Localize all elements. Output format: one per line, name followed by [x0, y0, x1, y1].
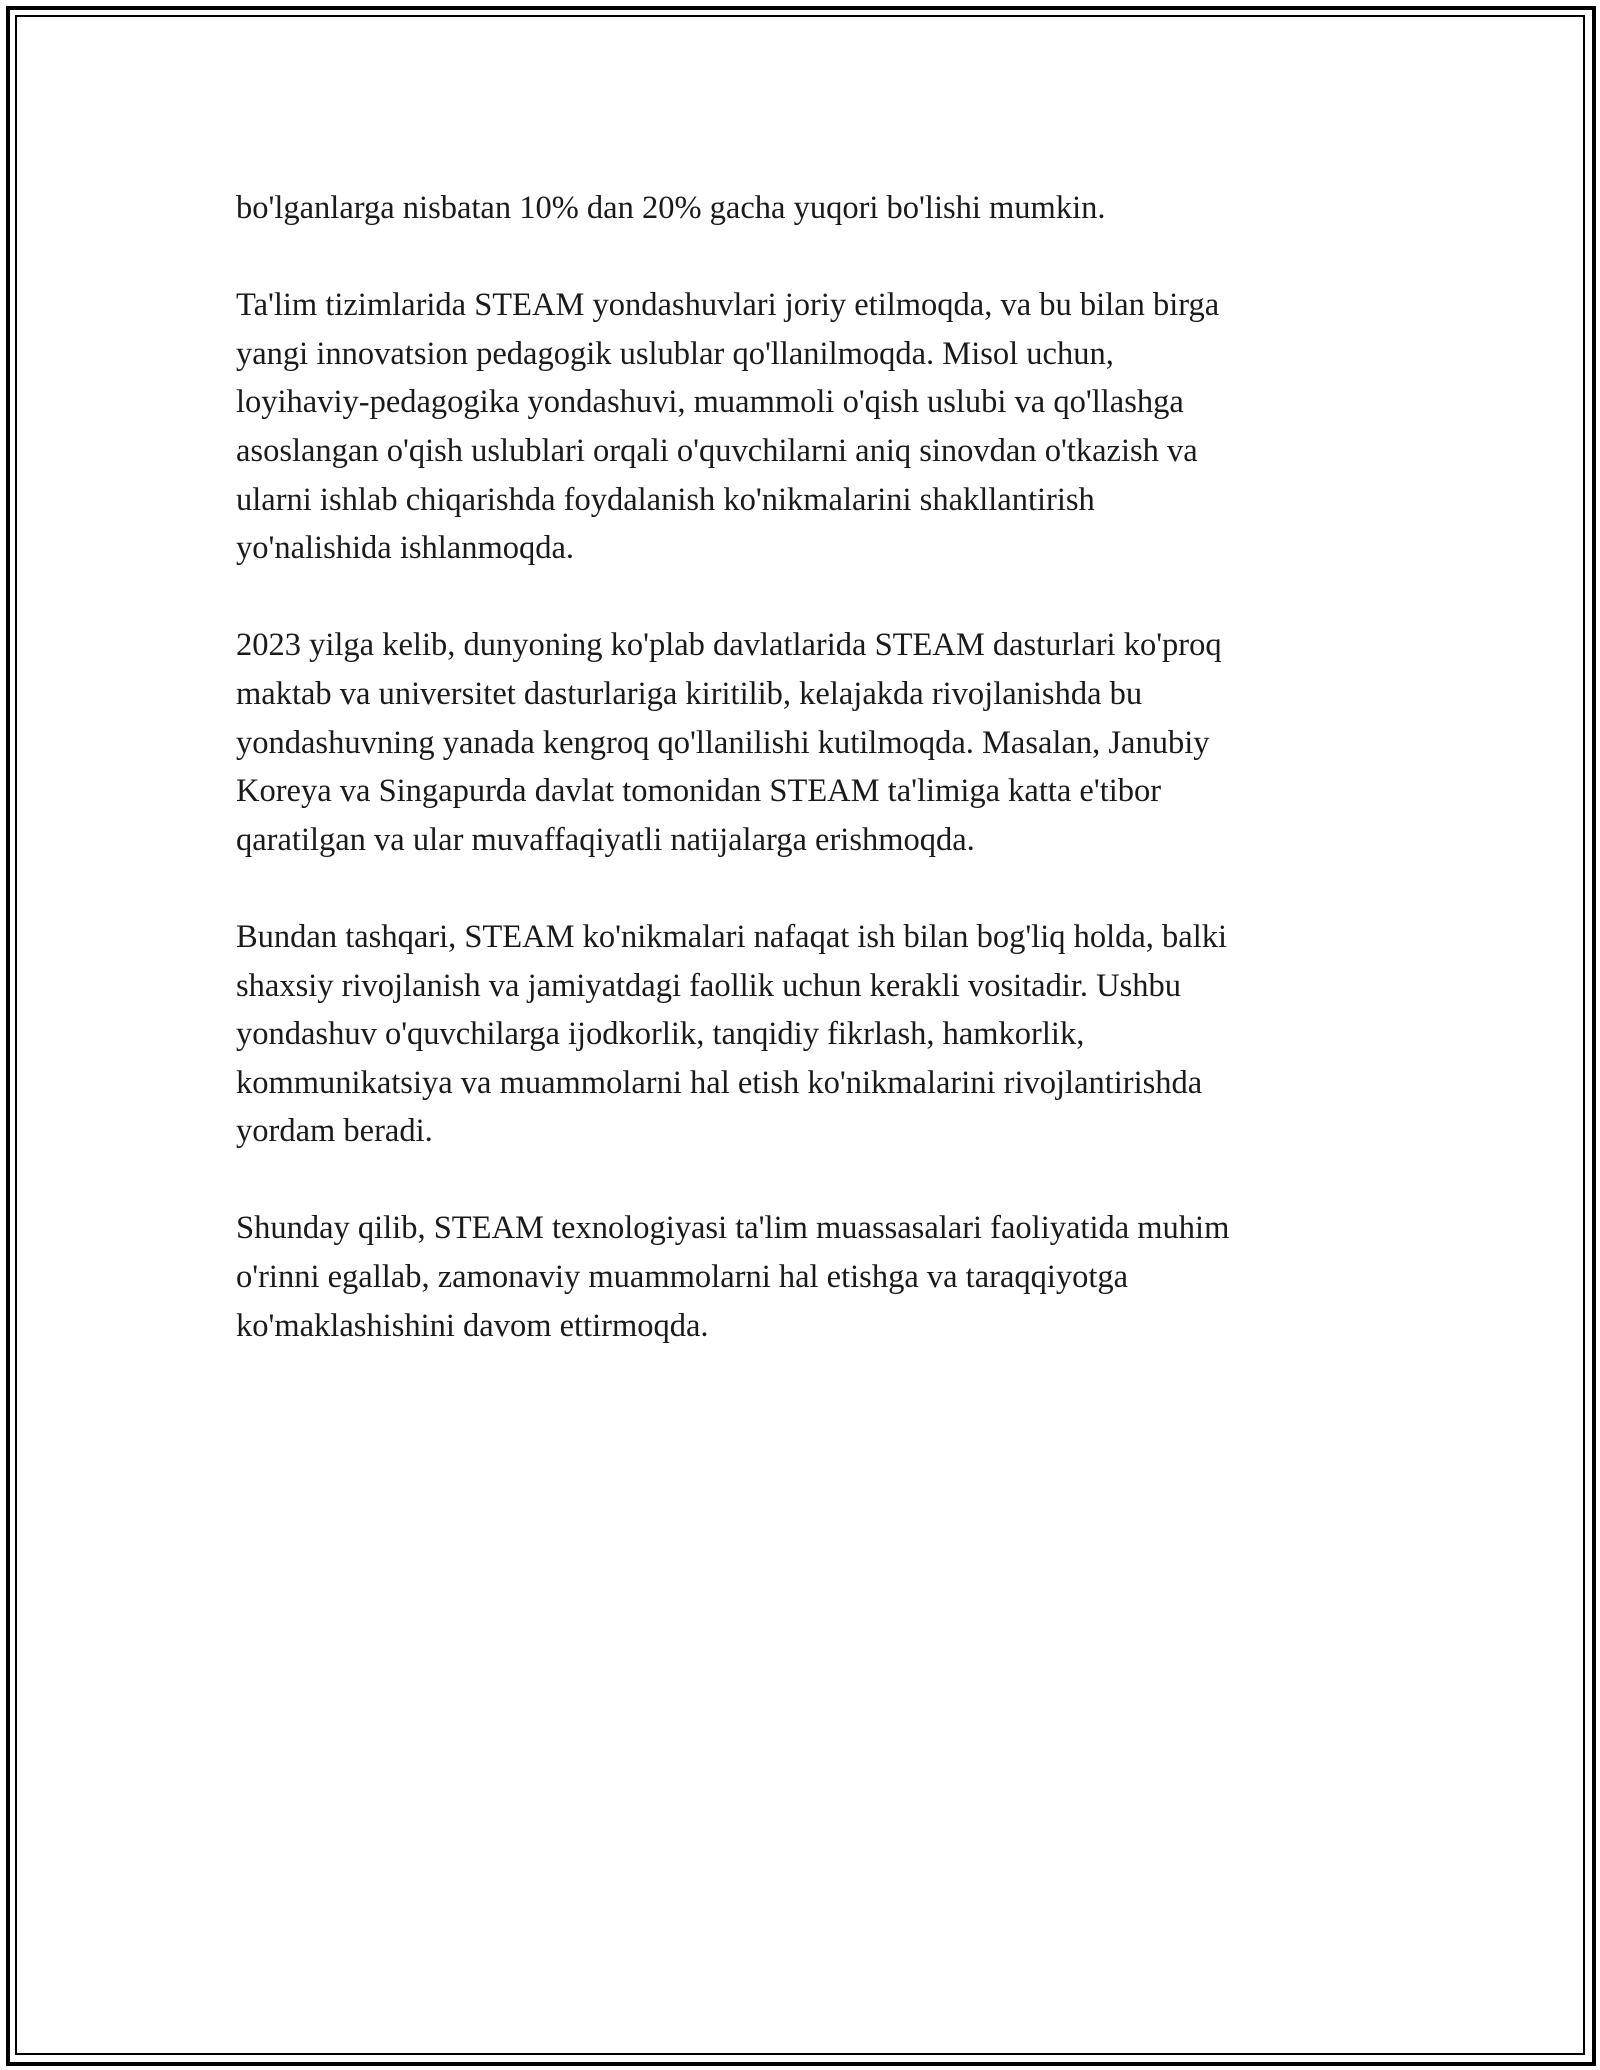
paragraph-1: [236, 184, 1376, 233]
text-line: o'rinni egallab, zamonaviy muammolarni hal etishga va taraqqiyotga: [236, 1259, 1129, 1296]
text-line: yo'nalishida ishlanmoqda.: [236, 530, 575, 567]
paragraph-3: [236, 621, 1376, 864]
text-line: asoslangan o'qish uslublari orqali o'quvchilarni aniq sinovdan o'tkazish va: [236, 432, 1198, 469]
text-line: bo'lganlarga nisbatan 10% dan 20% gacha yuqori bo'lishi mumkin.: [236, 190, 1106, 226]
text-line: yordam beradi.: [236, 1113, 433, 1150]
text-line: maktab va universitet dasturlariga kiritilib, kelajakda rivojlanishda bu: [236, 675, 1143, 712]
text-line: Koreya va Singapurda davlat tomonidan STEAM ta'limiga katta e'tibor: [236, 773, 1162, 810]
text-line: yondashuv o'quvchilarga ijodkorlik, tanqidiy fikrlash, hamkorlik,: [236, 1016, 1085, 1053]
text-line: 2023 yilga kelib, dunyoning ko'plab davlatlarida STEAM dasturlari ko'proq: [236, 627, 1222, 664]
document-body: [236, 184, 1376, 1399]
paragraph-2: [236, 281, 1376, 573]
paragraph-5: [236, 1204, 1376, 1350]
text-line: Ta'lim tizimlarida STEAM yondashuvlari joriy etilmoqda, va bu bilan birga: [236, 287, 1220, 324]
text-line: Bundan tashqari, STEAM ko'nikmalari nafaqat ish bilan bog'liq holda, balki: [236, 918, 1228, 955]
text-line: ko'maklashishini davom ettirmoqda.: [236, 1307, 709, 1344]
text-line: loyihaviy-pedagogika yondashuvi, muammoli o'qish uslubi va qo'llashga: [236, 384, 1184, 421]
text-line: yangi innovatsion pedagogik uslublar qo'llanilmoqda. Misol uchun,: [236, 335, 1114, 372]
text-line: kommunikatsiya va muammolarni hal etish ko'nikmalarini rivojlantirishda: [236, 1064, 1203, 1101]
text-line: qaratilgan va ular muvaffaqiyatli natijalarga erishmoqda.: [236, 821, 975, 858]
paragraph-4: [236, 913, 1376, 1156]
text-line: Shunday qilib, STEAM texnologiyasi ta'lim muassasalari faoliyatida muhim: [236, 1210, 1230, 1247]
text-line: shaxsiy rivojlanish va jamiyatdagi faollik uchun kerakli vositadir. Ushbu: [236, 967, 1182, 1004]
text-line: yondashuvning yanada kengroq qo'llanilishi kutilmoqda. Masalan, Janubiy: [236, 724, 1210, 761]
text-line: ularni ishlab chiqarishda foydalanish ko'nikmalarini shakllantirish: [236, 481, 1095, 518]
